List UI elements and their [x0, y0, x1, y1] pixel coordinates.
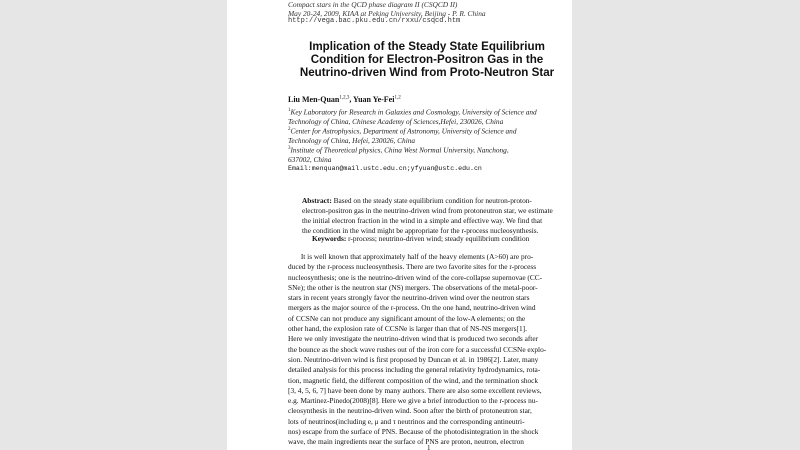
body-line: nucleosynthesis; one is the neutrino-driven wind of the core-collapse supernovae (CC-: [288, 272, 543, 282]
body-line: e.g. Martinez-Pinedo(2008)[8]. Here we give a brief introduction to the r-process nu-: [288, 396, 538, 406]
affiliation-line: Key Laboratory for Research in Galaxies and Cosmology, University of Science and: [290, 107, 537, 117]
author-list: [288, 95, 401, 104]
keywords-text: r-process; neutrino-driven wind; steady equilibrium condition: [348, 234, 530, 243]
body-line: [3, 4, 5, 6, 7] have been done by many authors. There are also some excellent reviews,: [288, 385, 542, 395]
affiliation: [288, 106, 572, 127]
author-name: Yuan Ye-Fei: [353, 95, 395, 104]
keywords-label: Keywords:: [312, 234, 347, 243]
page-number: 1: [427, 444, 431, 450]
author-affiliation-marks: 1,2: [394, 95, 401, 101]
body-line: SNe); the other is the neutron star (NS) mergers. The observations of the metal-poor-: [288, 282, 538, 292]
body-line: tion, magnetic field, the different composition of the wind, and the termination shock: [288, 375, 539, 385]
title-line: Implication of the Steady State Equilibrium: [309, 40, 545, 53]
abstract-label: Abstract:: [302, 196, 332, 205]
keywords: [312, 234, 529, 243]
body-line: other hand, the explosion rate of CCSNe is larger than that of NS-NS mergers[1].: [288, 324, 527, 334]
title-line: Neutrino-driven Wind from Proto-Neutron Star: [299, 66, 555, 79]
body-line: detailed analysis for this process including the general relativity hydrodynamics, rota-: [288, 365, 541, 375]
body-line: duced by the r-process nucleosynthesis. There are two favorite sites for the r-process: [288, 262, 537, 272]
body-line: Here we only investigate the neutrino-driven wind that is produced two seconds after: [288, 334, 539, 344]
affiliation-line: Technology of China, Chinese Academy of Sciences,Hefei, 230026, China: [288, 117, 504, 127]
body-line: stars in recent years strongly favor the neutrino-driven wind over the neutron stars: [288, 293, 530, 303]
author-separator: ,: [349, 95, 354, 104]
abstract-line: the condition in the wind might be appropriate for the r-process nucleosynthesis.: [302, 226, 539, 235]
paper-title: [287, 40, 567, 79]
body-text: [288, 252, 572, 448]
body-line: wave, the main ingredients near the surface of PNS are proton, neutron, electron: [288, 437, 524, 447]
body-line: lots of neutrinos(including e, μ and τ neutrinos and the corresponding antineutri-: [288, 416, 525, 426]
affiliation: [288, 125, 572, 146]
affiliation: [288, 144, 572, 165]
body-line: the bounce as the shock wave rushes out of the iron core for a successful CCSNe explo-: [288, 344, 547, 354]
abstract-line: Based on the steady state equilibrium condition for neutron-proton-: [333, 196, 532, 205]
title-line: Condition for Electron-Positron Gas in the: [310, 53, 544, 66]
affiliation-line: Center for Astrophysics, Department of Astronomy, University of Science and: [290, 126, 517, 136]
abstract-line: electron-positron gas in the neutrino-driven wind from protoneutron star, we estimate: [302, 206, 553, 215]
abstract: [302, 196, 572, 236]
affiliation-line: Technology of China, Hefei, 230026, China: [288, 136, 416, 146]
author-affiliation-marks: 1,2,3: [339, 95, 350, 101]
affiliation-mark: 3: [288, 146, 291, 151]
body-line: cleosynthesis in the neutrino-driven wind. Soon after the birth of protoneutron star,: [288, 406, 532, 416]
abstract-line: the initial electron fraction in the wind in a simple and effective way. We find that: [302, 216, 543, 225]
body-line: nos) escape from the surface of PNS. Because of the photodisintegration in the shock: [288, 427, 539, 437]
affiliation-line: 637002, China: [288, 155, 332, 165]
body-line: sion. Neutrino-driven wind is first proposed by Duncan et al. in 1986[2]. Later, many: [288, 354, 539, 364]
body-line: It is well known that approximately half of the heavy elements (A>60) are pro-: [288, 252, 534, 261]
author-name: Liu Men-Quan: [288, 95, 340, 104]
body-line: mergers as the major source of the r-process. On the one hand, neutrino-driven wind: [288, 303, 536, 313]
affiliation-mark: 2: [288, 127, 291, 132]
conference-header-line1: Compact stars in the QCD phase diagram II (CSQCD II): [288, 0, 458, 9]
conference-header-line2: May 20-24, 2009, KIAA at Peking University, Beijing - P. R. China: [288, 9, 486, 18]
affiliation-mark: 1: [288, 108, 291, 113]
affiliation-line: Institute of Theoretical physics, China West Normal University, Nanchong,: [290, 145, 509, 155]
conference-url[interactable]: http://vega.bac.pku.edu.cn/rxxu/csqcd.htm: [288, 17, 461, 25]
author-email[interactable]: Email:menquan@mail.ustc.edu.cn;yfyuan@ustc.edu.cn: [288, 165, 482, 172]
body-line: of CCSNe can not produce any significant amount of the low-A elements; on the: [288, 313, 526, 323]
paper-page: [227, 0, 572, 450]
